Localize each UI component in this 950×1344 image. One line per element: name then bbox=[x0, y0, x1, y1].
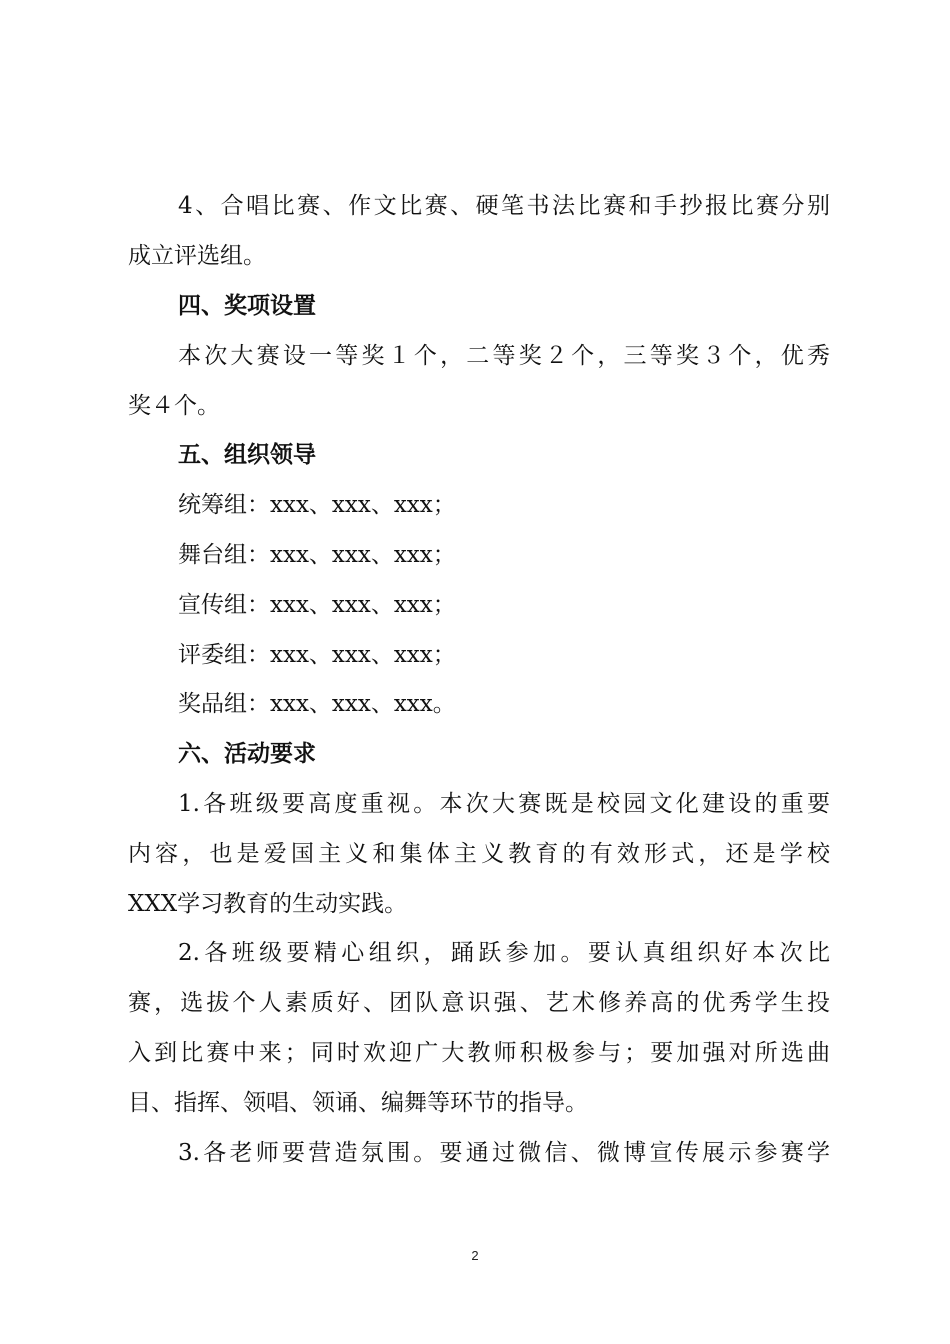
paragraph-line: 内容，也是爱国主义和集体主义教育的有效形式，还是学校 bbox=[128, 841, 830, 867]
paragraph-line: 奖４个。 bbox=[128, 393, 220, 419]
section-heading: 五、组织领导 bbox=[178, 442, 316, 468]
paragraph-line: 评委组：xxx、xxx、xxx； bbox=[178, 642, 456, 668]
paragraph-line: 本次大赛设一等奖１个，二等奖２个，三等奖３个，优秀 bbox=[178, 343, 830, 369]
paragraph-line: 舞台组：xxx、xxx、xxx； bbox=[178, 542, 456, 568]
section-heading: 六、活动要求 bbox=[178, 741, 316, 767]
paragraph-line: 统筹组：xxx、xxx、xxx； bbox=[178, 492, 456, 518]
paragraph-line: 奖品组：xxx、xxx、xxx。 bbox=[178, 691, 456, 717]
paragraph-line: 宣传组：xxx、xxx、xxx； bbox=[178, 592, 456, 618]
paragraph-line: 3.各老师要营造氛围。要通过微信、微博宣传展示参赛学 bbox=[178, 1140, 830, 1166]
paragraph-line: 2.各班级要精心组织，踊跃参加。要认真组织好本次比 bbox=[178, 940, 830, 966]
section-heading: 四、奖项设置 bbox=[178, 293, 316, 319]
paragraph-line: 4、合唱比赛、作文比赛、硬笔书法比赛和手抄报比赛分别 bbox=[178, 193, 830, 219]
paragraph-line: XXX学习教育的生动实践。 bbox=[128, 891, 408, 917]
paragraph-line: 目、指挥、领唱、领诵、编舞等环节的指导。 bbox=[128, 1090, 588, 1116]
paragraph-line: 入到比赛中来；同时欢迎广大教师积极参与；要加强对所选曲 bbox=[128, 1040, 830, 1066]
paragraph-line: 成立评选组。 bbox=[128, 243, 266, 269]
paragraph-line: 赛，选拔个人素质好、团队意识强、艺术修养高的优秀学生投 bbox=[128, 990, 830, 1016]
page-number: 2 bbox=[471, 1248, 479, 1263]
paragraph-line: 1.各班级要高度重视。本次大赛既是校园文化建设的重要 bbox=[178, 791, 830, 817]
